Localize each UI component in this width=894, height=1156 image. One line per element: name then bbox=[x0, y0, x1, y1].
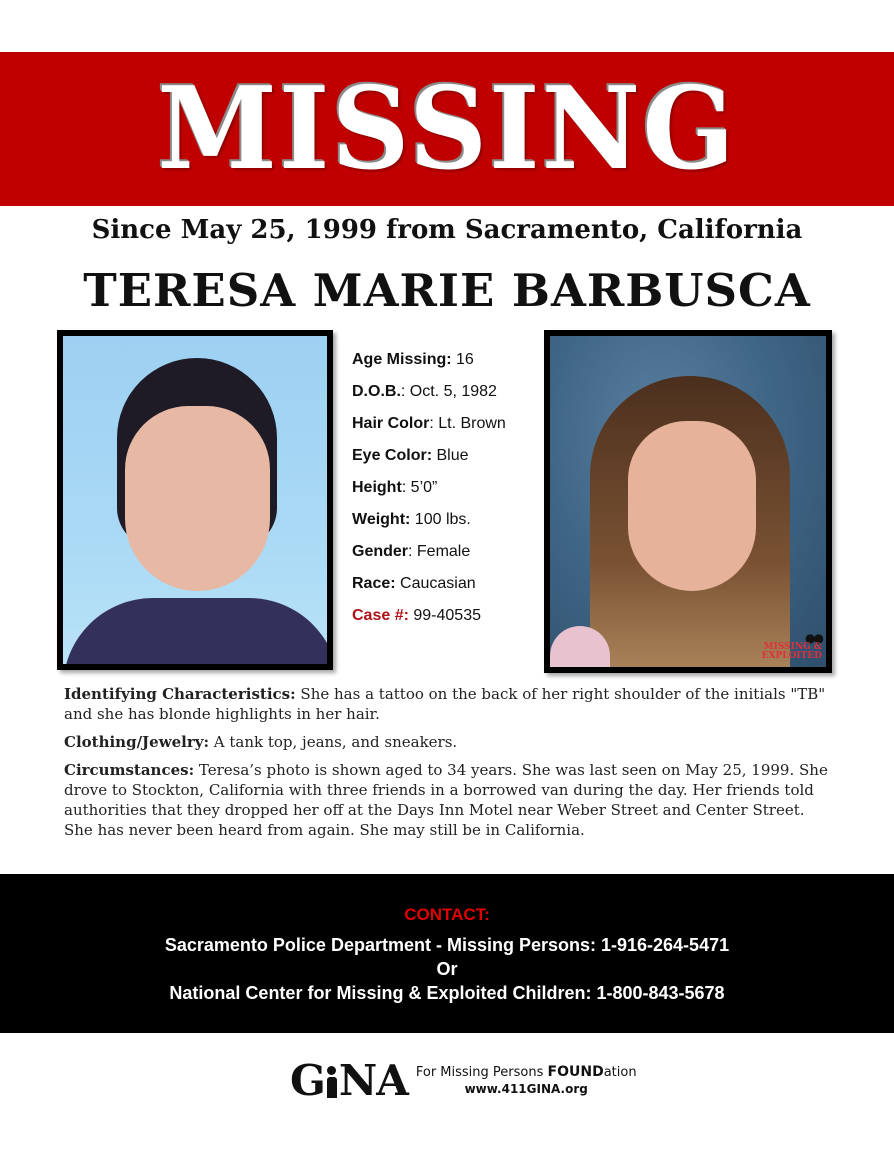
clothing-jewelry bbox=[64, 732, 834, 752]
fact-value: Blue bbox=[432, 447, 469, 464]
fact-eye-color bbox=[352, 444, 542, 476]
footer-text bbox=[416, 1064, 637, 1098]
fact-hair-color bbox=[352, 412, 542, 444]
fact-race bbox=[352, 572, 542, 604]
fact-label: Gender bbox=[352, 543, 409, 560]
shirt-shape bbox=[63, 598, 333, 670]
identifying-characteristics bbox=[64, 684, 834, 724]
detail-label: Circumstances: bbox=[64, 761, 195, 779]
detail-text: A tank top, jeans, and sneakers. bbox=[209, 733, 458, 751]
fact-label: Weight: bbox=[352, 511, 411, 528]
detail-label: Clothing/Jewelry: bbox=[64, 733, 209, 751]
fact-value: 100 lbs. bbox=[410, 511, 471, 528]
tagline-part: ation bbox=[603, 1065, 637, 1080]
logo-letter: G bbox=[290, 1056, 325, 1105]
fact-label: D.O.B. bbox=[352, 383, 401, 400]
watermark-line: MISSING & bbox=[763, 642, 822, 652]
fact-label: Eye Color: bbox=[352, 447, 433, 464]
fact-height bbox=[352, 476, 542, 508]
person-figure-icon bbox=[327, 1066, 337, 1098]
watermark-line: EXPLOITED bbox=[761, 651, 822, 661]
face-shape bbox=[628, 421, 756, 591]
fact-age-missing bbox=[352, 348, 542, 380]
fact-value: Caucasian bbox=[395, 575, 476, 592]
logo-letters: NA bbox=[338, 1056, 408, 1105]
face-shape bbox=[125, 406, 270, 591]
contact-or: Or bbox=[436, 959, 458, 979]
facts-list bbox=[352, 348, 542, 636]
fact-case-number bbox=[352, 604, 542, 636]
circumstances bbox=[64, 760, 834, 840]
fact-label: Height bbox=[352, 479, 402, 496]
fact-label: Age Missing: bbox=[352, 351, 452, 368]
tagline-strong: FOUND bbox=[547, 1064, 604, 1080]
original-photo bbox=[57, 330, 333, 670]
contact-ncmec: National Center for Missing & Exploited Children: 1-800-843-5678 bbox=[169, 983, 725, 1003]
tagline-part: For Missing Persons bbox=[415, 1065, 548, 1080]
fact-weight bbox=[352, 508, 542, 540]
fact-dob bbox=[352, 380, 542, 412]
contact-sacramento-pd: Sacramento Police Department - Missing Persons: 1-916-264-5471 bbox=[164, 935, 730, 955]
ncmec-watermark bbox=[761, 631, 822, 661]
footer-url[interactable]: www.411GINA.org bbox=[464, 1082, 588, 1096]
fact-label: Case #: bbox=[352, 607, 409, 624]
person-name: TERESA MARIE BARBUSCA bbox=[83, 264, 811, 317]
fact-value: 16 bbox=[451, 351, 474, 368]
fact-label: Hair Color bbox=[352, 415, 430, 432]
age-progressed-photo bbox=[544, 330, 832, 673]
detail-label: Identifying Characteristics: bbox=[64, 685, 296, 703]
detail-text: She has a tattoo on the back of her right shoulder of the initials "TB" and she has blonde highlights in her hair. bbox=[64, 685, 826, 723]
gina-logo bbox=[290, 1056, 408, 1105]
fact-value: : Female bbox=[408, 543, 471, 560]
running-children-icon: ●● bbox=[805, 631, 822, 645]
fact-gender bbox=[352, 540, 542, 572]
gina-footer bbox=[290, 1056, 637, 1106]
missing-since-line: Since May 25, 1999 from Sacramento, California bbox=[91, 215, 803, 245]
fact-value: 99-40535 bbox=[408, 607, 481, 624]
fact-value: : Lt. Brown bbox=[429, 415, 506, 432]
missing-banner bbox=[0, 52, 894, 206]
footer-tagline bbox=[416, 1064, 637, 1081]
fact-label: Race: bbox=[352, 575, 396, 592]
details-section bbox=[64, 684, 834, 848]
contact-box bbox=[0, 874, 894, 1033]
fact-value: : Oct. 5, 1982 bbox=[400, 383, 497, 400]
contact-title: CONTACT: bbox=[404, 905, 490, 924]
detail-text: Teresa’s photo is shown aged to 34 years. She was last seen on May 25, 1999. She drove to Stockton, California with three friends in a borrowed van during the day. Her friends told authorities that they dropped her off at the Days Inn Motel near Weber Street and Center Street. She has never been heard from again. She may still be in California. bbox=[64, 761, 828, 839]
fact-value: : 5’0” bbox=[401, 479, 438, 496]
banner-title: MISSING bbox=[157, 62, 737, 196]
